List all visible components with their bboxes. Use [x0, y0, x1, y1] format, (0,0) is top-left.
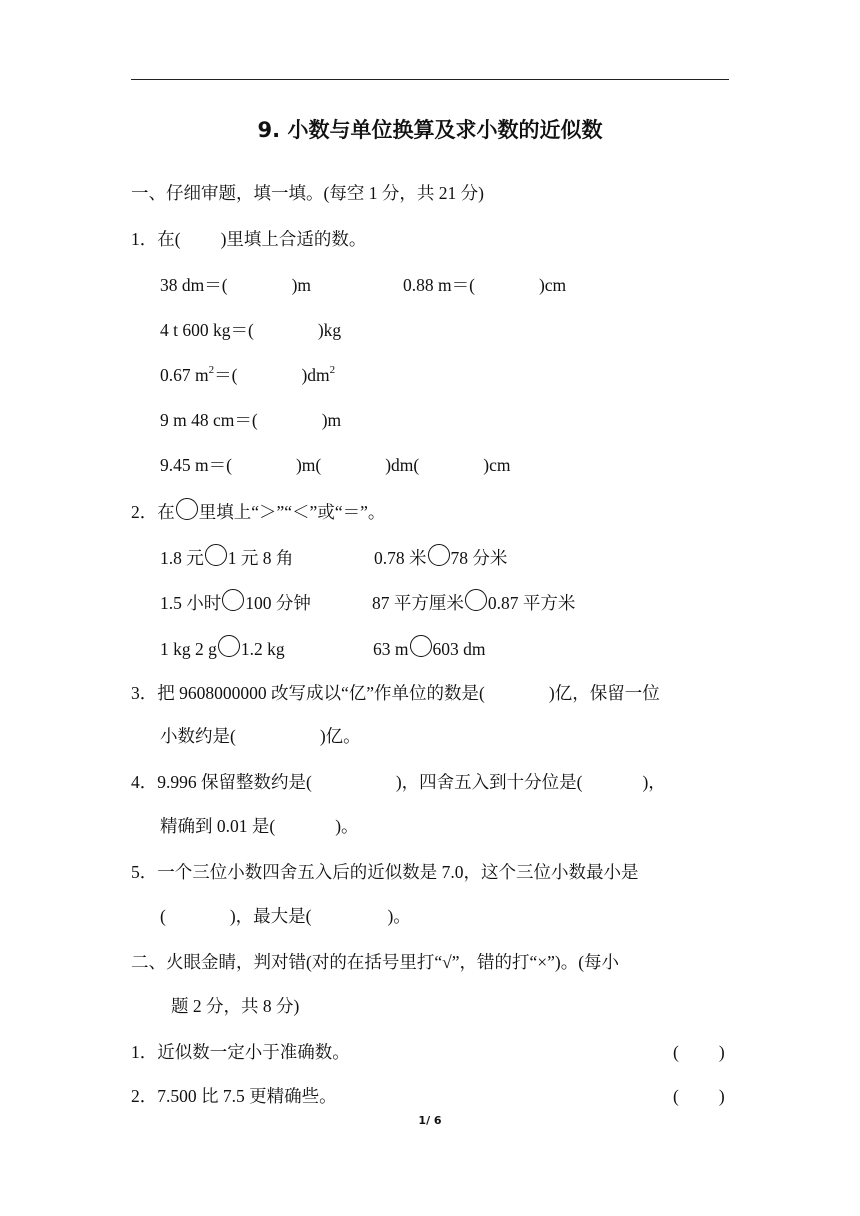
- section1-heading: 一、仔细审题，填一填。(每空 1 分，共 21 分): [131, 183, 484, 203]
- q4-line2: [160, 813, 359, 839]
- bracket-close: ): [718, 1086, 725, 1106]
- q1-row5: [160, 452, 510, 478]
- q2-row3b: [373, 636, 486, 662]
- q2-r1b-left: 0.78 米: [374, 548, 427, 568]
- page-number: 1/ 6: [418, 1114, 442, 1127]
- page-title: 9. 小数与单位换算及求小数的近似数: [257, 118, 603, 142]
- q1-r5-a: 9.45 m＝(: [160, 455, 232, 475]
- q1-r3-pre: 0.67 m: [160, 365, 209, 385]
- q1-r3-sup2: 2: [329, 364, 336, 377]
- q1-r5-c: )dm(: [385, 455, 420, 475]
- q2-r3a-right: 1.2 kg: [240, 639, 285, 659]
- q3-l2-a: 小数约是(: [160, 726, 236, 746]
- q2-row1b: [374, 545, 507, 571]
- q1-stem-b: )里填上合适的数。: [220, 229, 367, 249]
- section2-heading-line1: 二、火眼金睛，判对错(对的在括号里打“√”，错的打“×”)。(每小: [131, 952, 620, 972]
- q4-l1-b: )，四舍五入到十分位是(: [395, 772, 583, 792]
- q5-line1: 5．一个三位小数四舍五入后的近似数是 7.0，这个三位小数最小是: [131, 862, 639, 882]
- q2-r2a-left: 1.5 小时: [160, 593, 222, 613]
- bracket-close: ): [718, 1042, 725, 1062]
- compare-circle[interactable]: [222, 589, 244, 611]
- q1-r4-post: )m: [321, 410, 342, 430]
- top-rule: [131, 79, 729, 80]
- q4-l2-a: 精确到 0.01 是(: [160, 816, 276, 836]
- q3-line2: [160, 723, 361, 749]
- q2-row3a: [160, 636, 285, 662]
- compare-circle[interactable]: [176, 498, 198, 520]
- bracket-open: (: [673, 1042, 679, 1062]
- q2-r3b-left: 63 m: [373, 639, 409, 659]
- q3-l2-b: )亿。: [319, 726, 361, 746]
- q4-l2-b: )。: [335, 816, 359, 836]
- q2-stem-a: 2．在: [131, 502, 175, 522]
- q1-row1a: [160, 272, 311, 298]
- q3-l1-b: )亿，保留一位: [548, 683, 660, 703]
- q3-l1-a: 3．把 9608000000 改写成以“亿”作单位的数是(: [131, 683, 485, 703]
- q2-stem-b: 里填上“＞”“＜”或“＝”。: [198, 502, 386, 522]
- q1-row4: [160, 407, 341, 433]
- q1-r1a-post: )m: [291, 275, 312, 295]
- judge-item-2-text: 2．7.500 比 7.5 更精确些。: [131, 1086, 337, 1106]
- q2-row1a: [160, 545, 293, 571]
- q1-r2-pre: 4 t 600 kg＝(: [160, 320, 254, 340]
- q2-r3b-right: 603 dm: [432, 639, 486, 659]
- q1-r4-pre: 9 m 48 cm＝(: [160, 410, 258, 430]
- judge-item-1-bracket[interactable]: [673, 1039, 725, 1065]
- section2-heading-line2: 题 2 分，共 8 分): [171, 996, 300, 1016]
- q5-l2-b: )，最大是(: [229, 906, 312, 926]
- q1-r3-mid: ＝(: [214, 365, 238, 385]
- q2-r1b-right: 78 分米: [450, 548, 508, 568]
- q2-r3a-left: 1 kg 2 g: [160, 639, 217, 659]
- q4-l1-c: )，: [642, 772, 666, 792]
- q5-l2-a: (: [160, 906, 166, 926]
- compare-circle[interactable]: [465, 589, 487, 611]
- compare-circle[interactable]: [428, 544, 450, 566]
- q1-r1b-pre: 0.88 m＝(: [403, 275, 475, 295]
- q4-line1: [131, 769, 666, 795]
- q2-r2b-right: 0.87 平方米: [487, 593, 576, 613]
- q1-row1b: [403, 272, 566, 298]
- q1-r1b-post: )cm: [538, 275, 567, 295]
- q2-r1a-right: 1 元 8 角: [227, 548, 294, 568]
- q1-r3-post: )dm: [301, 365, 330, 385]
- compare-circle[interactable]: [218, 635, 240, 657]
- compare-circle[interactable]: [205, 544, 227, 566]
- bracket-open: (: [673, 1086, 679, 1106]
- q2-r2a-right: 100 分钟: [245, 593, 311, 613]
- q1-row2: [160, 317, 341, 343]
- judge-item-2-bracket[interactable]: [673, 1083, 725, 1109]
- q1-r5-b: )m(: [295, 455, 322, 475]
- q1-row3: [160, 362, 335, 388]
- q1-stem-a: 1．在(: [131, 229, 181, 249]
- q4-l1-a: 4．9.996 保留整数约是(: [131, 772, 312, 792]
- q1-r2-post: )kg: [317, 320, 342, 340]
- q1-r5-d: )cm: [483, 455, 511, 475]
- q1-r1a-pre: 38 dm＝(: [160, 275, 228, 295]
- q5-line2: [160, 903, 411, 929]
- q2-r2b-left: 87 平方厘米: [372, 593, 464, 613]
- q2-row2a: [160, 590, 311, 616]
- q5-l2-c: )。: [387, 906, 411, 926]
- compare-circle[interactable]: [410, 635, 432, 657]
- q3-line1: [131, 680, 660, 706]
- q1-stem: [131, 226, 366, 252]
- q1-r3-sup: 2: [208, 364, 215, 377]
- judge-item-1-text: 1．近似数一定小于准确数。: [131, 1042, 350, 1062]
- q2-stem: [131, 499, 385, 525]
- q2-r1a-left: 1.8 元: [160, 548, 204, 568]
- q2-row2b: [372, 590, 575, 616]
